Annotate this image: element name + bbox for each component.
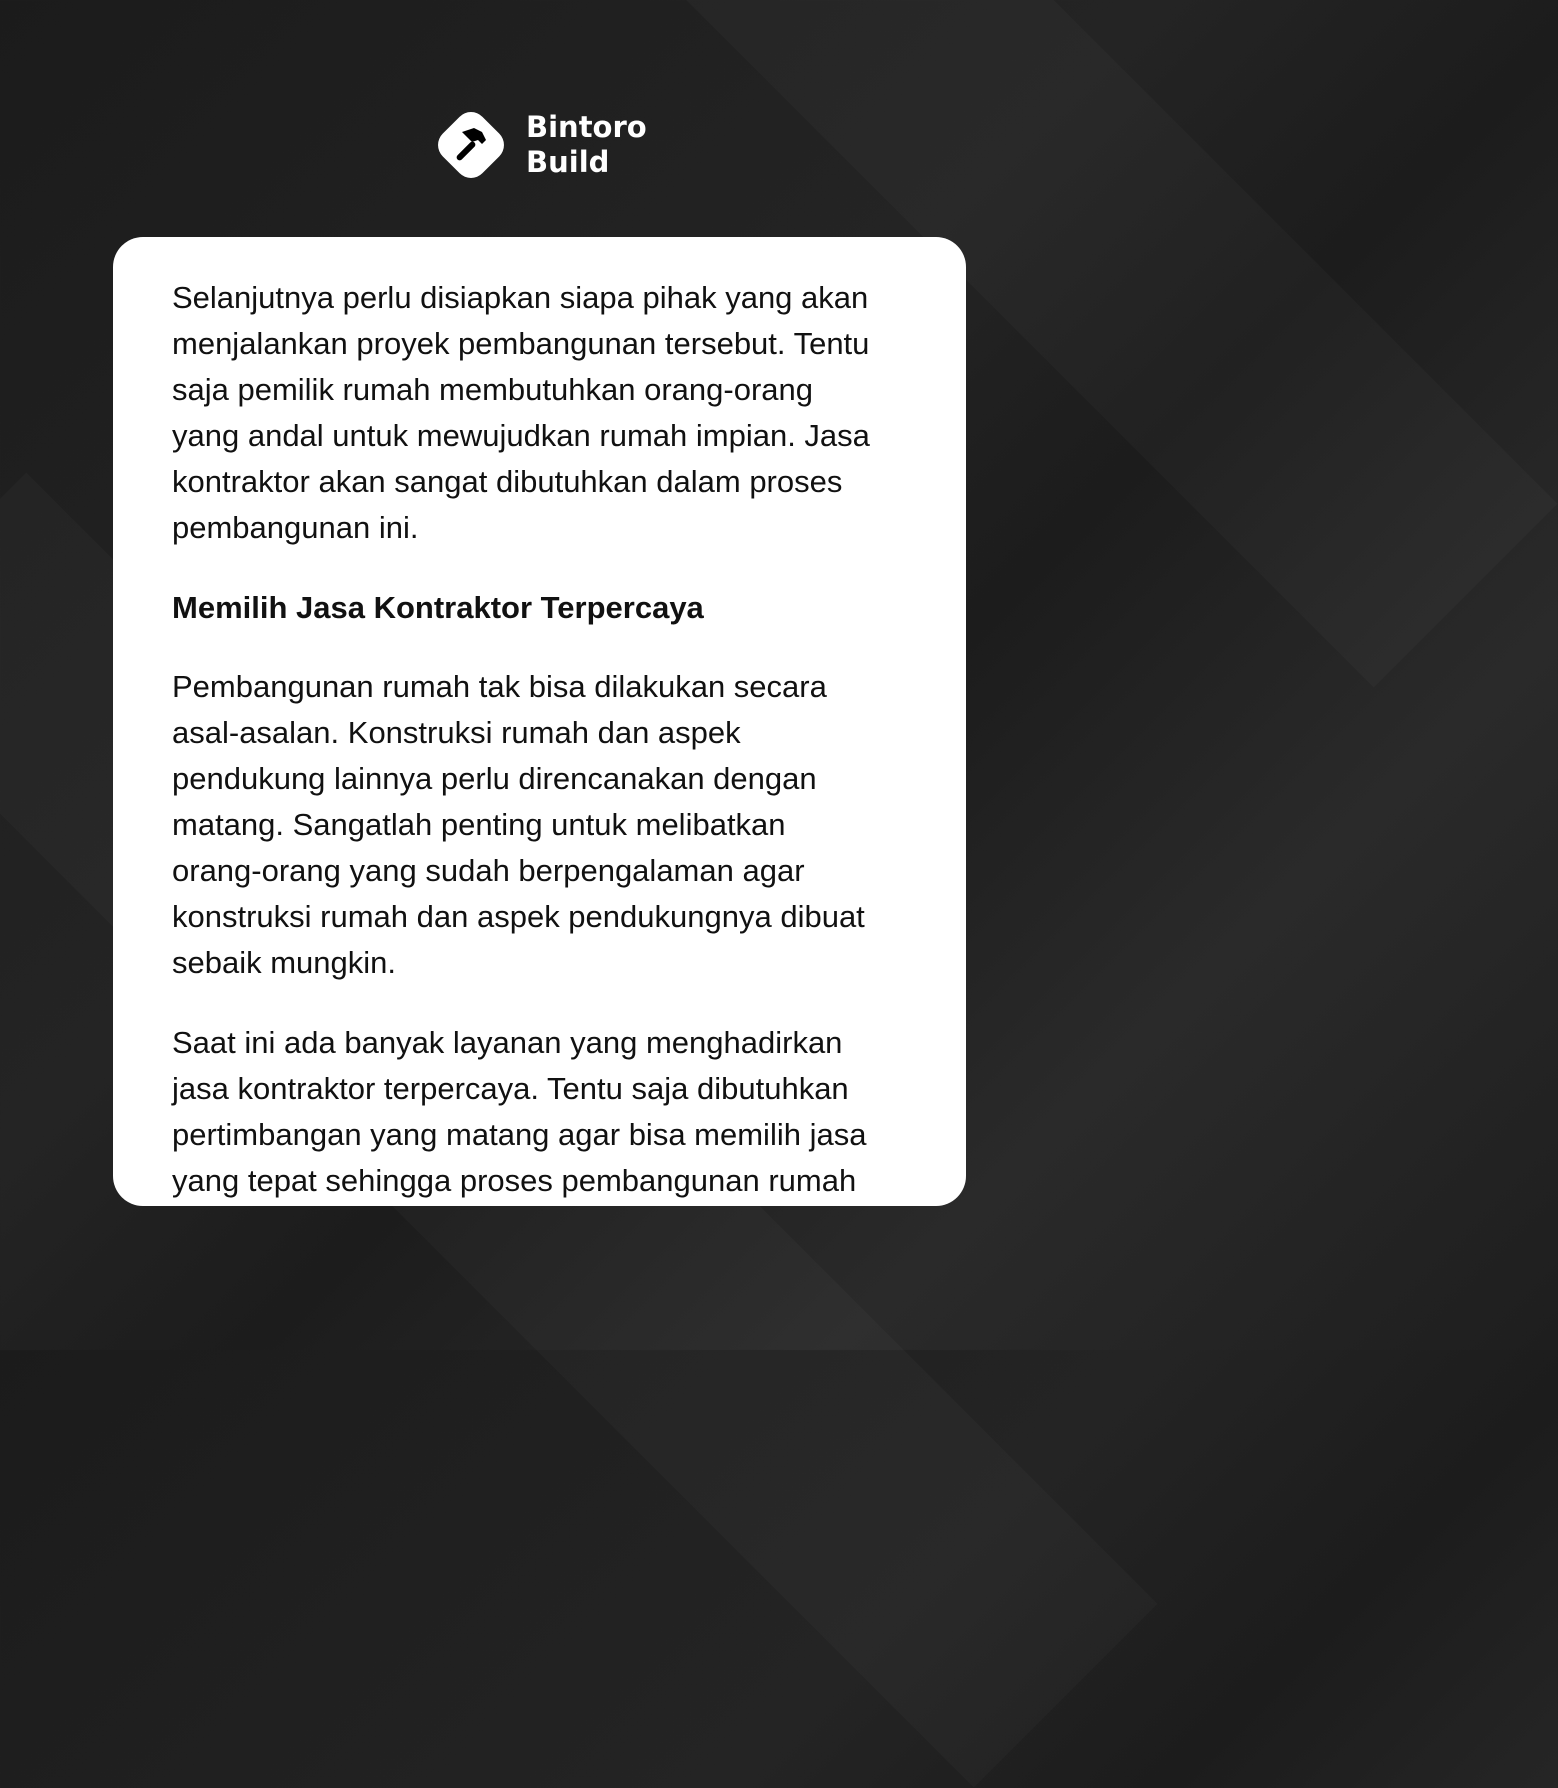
text-line: pembangunan ini. <box>172 510 419 545</box>
section-heading: Memilih Jasa Kontraktor Terpercaya <box>172 590 704 625</box>
text-line: Selanjutnya perlu disiapkan siapa pihak yang akan <box>172 280 869 315</box>
text-line: kontraktor akan sangat dibutuhkan dalam proses <box>172 464 843 499</box>
text-line: asal-asalan. Konstruksi rumah dan aspek <box>172 715 741 750</box>
paragraph-3 <box>172 1020 932 1204</box>
text-line: sebaik mungkin. <box>172 945 397 980</box>
hammer-icon <box>434 108 508 182</box>
brand-name-line1: Bintoro <box>526 110 647 144</box>
text-line: yang andal untuk mewujudkan rumah impian. Jasa <box>172 418 870 453</box>
article-content <box>172 275 932 1198</box>
brand-name-line2: Build <box>526 145 610 179</box>
text-line: menjalankan proyek pembangunan tersebut. Tentu <box>172 326 870 361</box>
paragraph-2 <box>172 664 932 986</box>
paragraph-1 <box>172 275 932 551</box>
text-line: orang-orang yang sudah berpengalaman agar <box>172 853 805 888</box>
text-line: Saat ini ada banyak layanan yang menghadirkan <box>172 1025 843 1060</box>
text-line: pertimbangan yang matang agar bisa memilih jasa <box>172 1117 867 1152</box>
text-line: saja pemilik rumah membutuhkan orang-orang <box>172 372 813 407</box>
text-line: jasa kontraktor terpercaya. Tentu saja dibutuhkan <box>172 1071 849 1106</box>
text-line: matang. Sangatlah penting untuk melibatkan <box>172 807 786 842</box>
text-line: pendukung lainnya perlu direncanakan dengan <box>172 761 817 796</box>
brand-logo <box>434 108 647 182</box>
text-line: yang tepat sehingga proses pembangunan rumah <box>172 1163 857 1198</box>
text-line: konstruksi rumah dan aspek pendukungnya dibuat <box>172 899 865 934</box>
text-line: Pembangunan rumah tak bisa dilakukan secara <box>172 669 827 704</box>
article-card <box>113 237 966 1206</box>
